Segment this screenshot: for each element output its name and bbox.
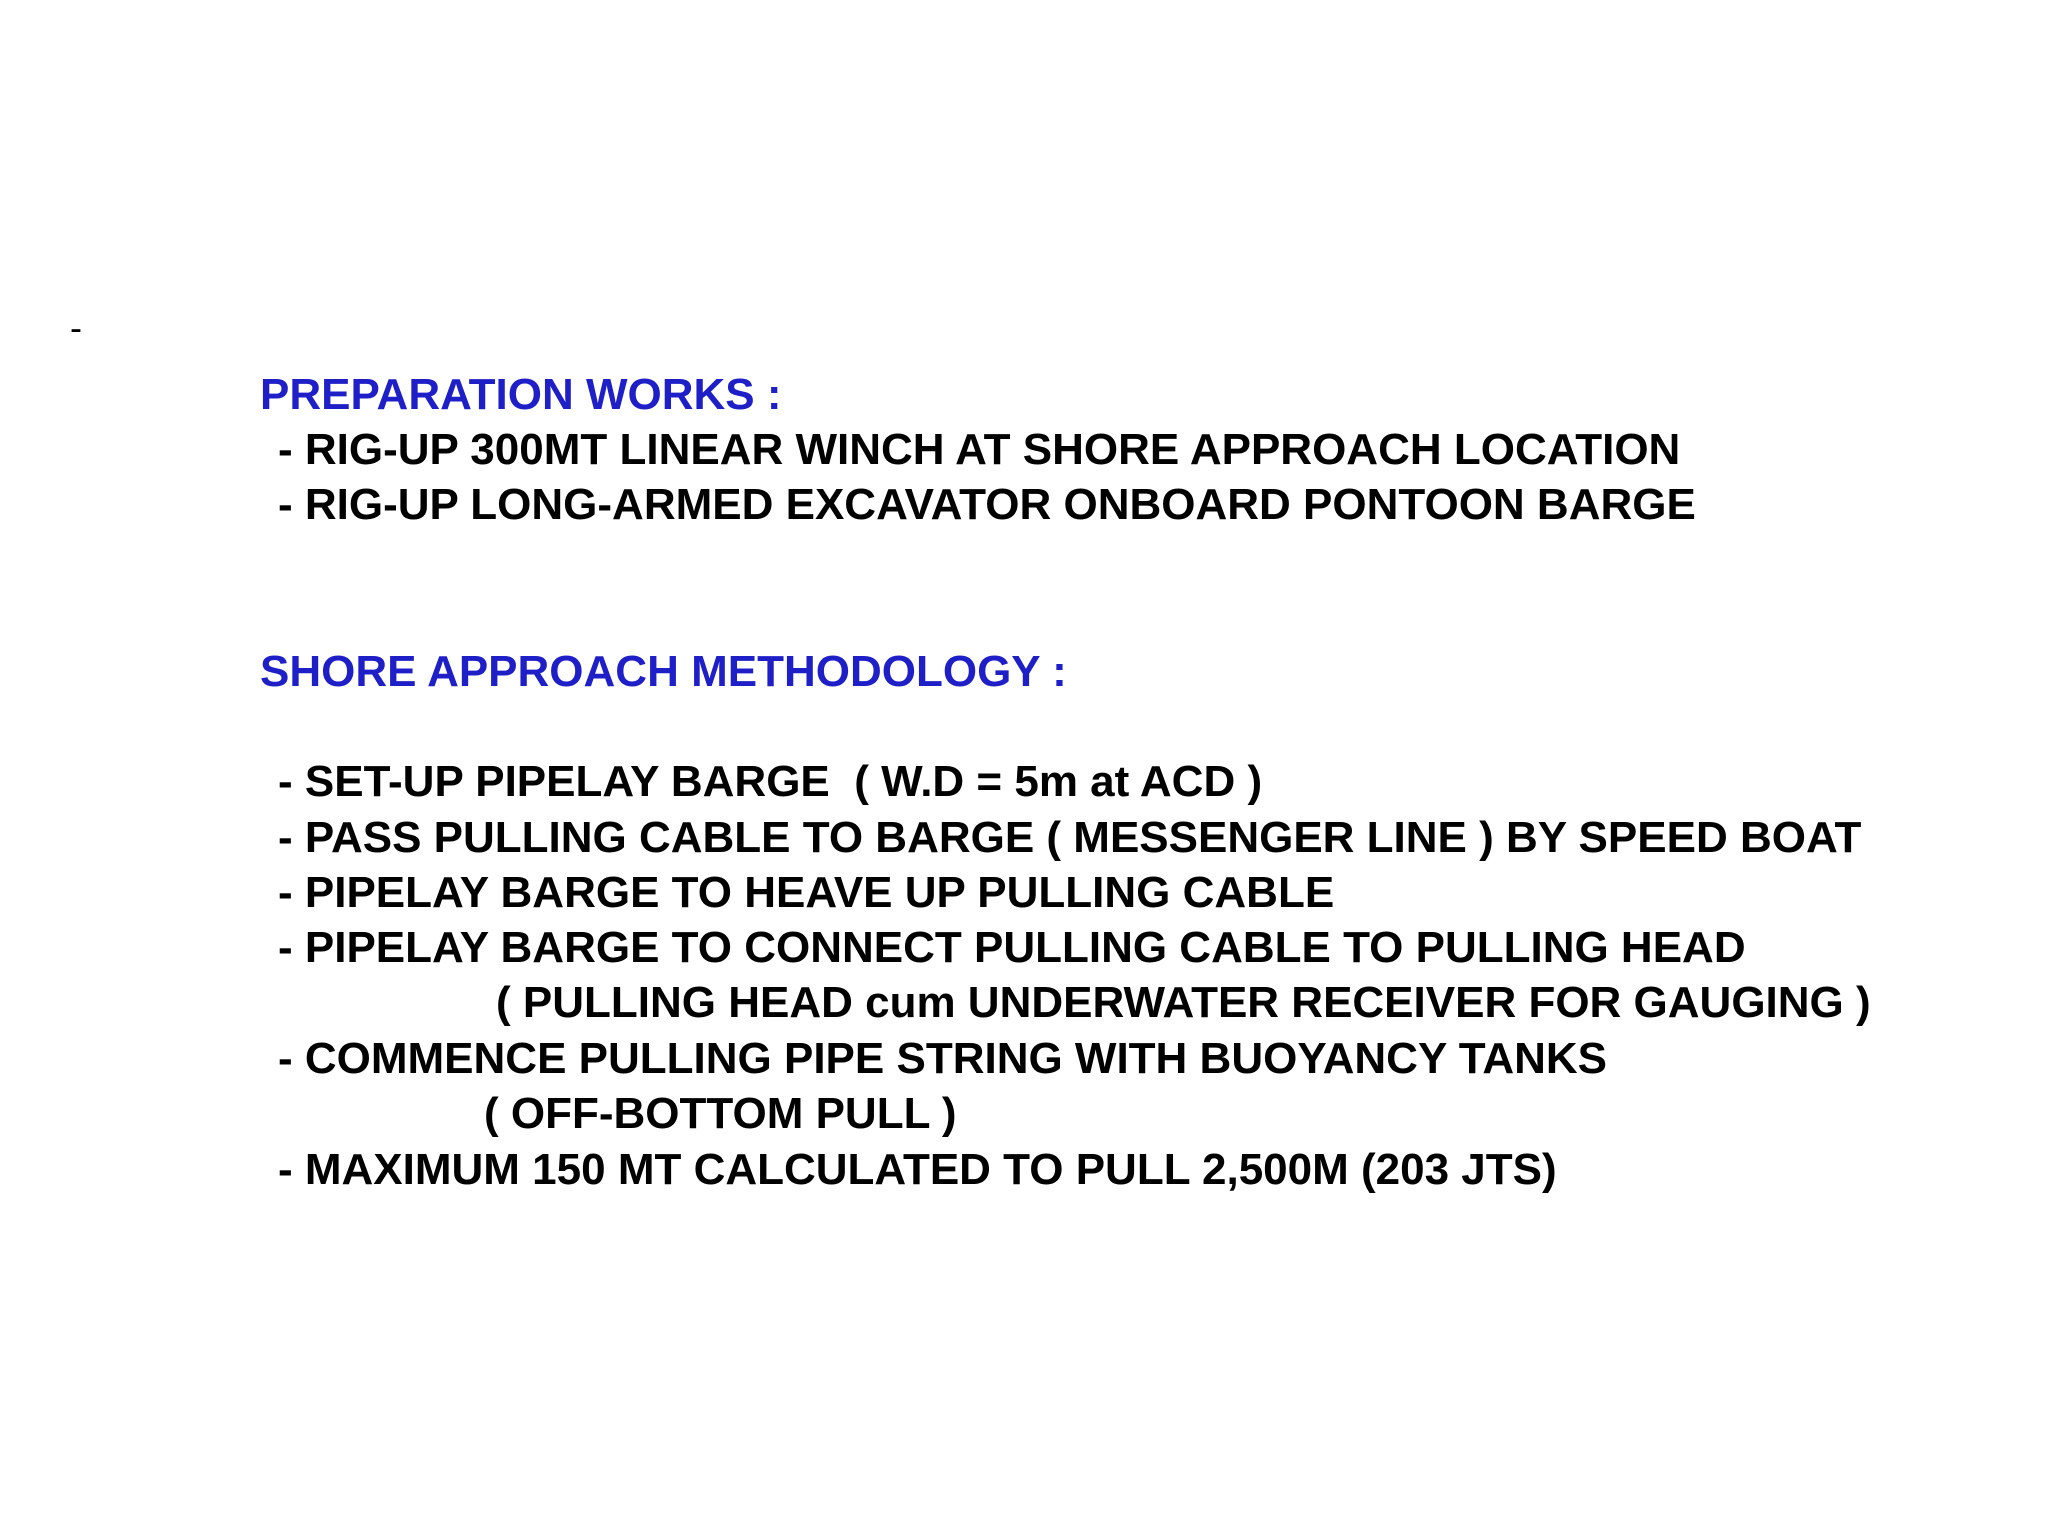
methodology-subitem: ( PULLING HEAD cum UNDERWATER RECEIVER FOR GAUGING ) (496, 978, 1871, 1027)
methodology-item: - SET-UP PIPELAY BARGE ( W.D = 5m at ACD ) (278, 757, 1263, 806)
preparation-item: - RIG-UP 300MT LINEAR WINCH AT SHORE APPROACH LOCATION (278, 425, 1681, 474)
methodology-item: - PASS PULLING CABLE TO BARGE ( MESSENGER LINE ) BY SPEED BOAT (278, 813, 1862, 862)
stray-dash: - (70, 307, 82, 348)
methodology-item: - MAXIMUM 150 MT CALCULATED TO PULL 2,500M (203 JTS) (278, 1145, 1557, 1194)
methodology-item: - PIPELAY BARGE TO CONNECT PULLING CABLE TO PULLING HEAD (278, 923, 1746, 972)
methodology-item: - COMMENCE PULLING PIPE STRING WITH BUOYANCY TANKS (278, 1034, 1608, 1083)
preparation-heading: PREPARATION WORKS : (260, 370, 782, 419)
preparation-item: - RIG-UP LONG-ARMED EXCAVATOR ONBOARD PONTOON BARGE (278, 480, 1696, 529)
methodology-item: - PIPELAY BARGE TO HEAVE UP PULLING CABLE (278, 868, 1335, 917)
methodology-heading: SHORE APPROACH METHODOLOGY : (260, 647, 1067, 696)
methodology-subitem: ( OFF-BOTTOM PULL ) (484, 1089, 957, 1138)
